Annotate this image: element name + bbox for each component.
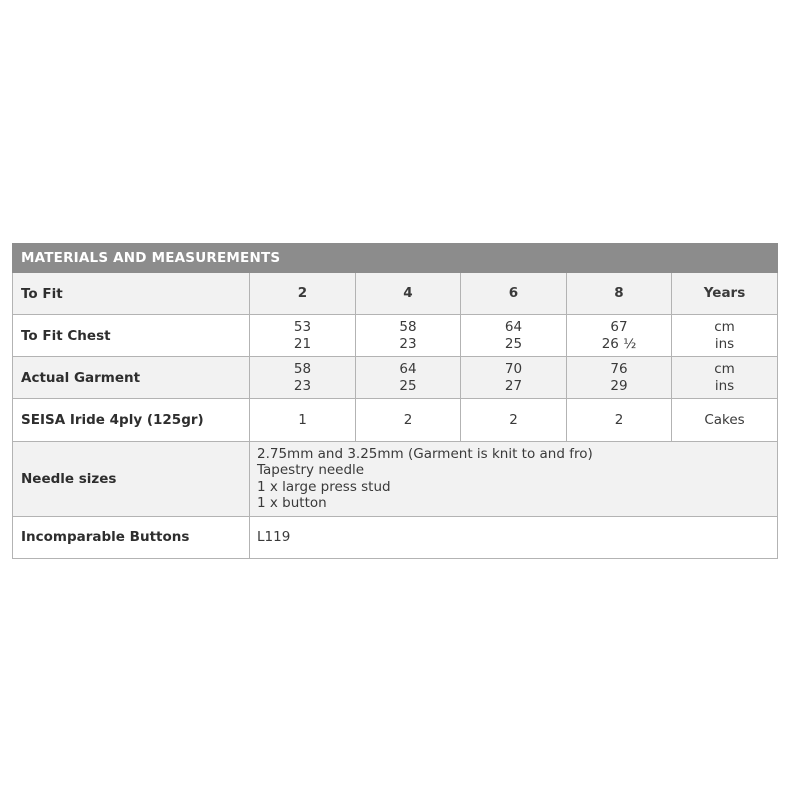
value-cell xyxy=(356,315,461,357)
value-cm: 58 xyxy=(293,360,312,377)
value-ins: 25 xyxy=(399,377,417,394)
needle-sizes-row xyxy=(13,441,778,516)
size-cell: 2 xyxy=(250,273,356,315)
value-cm: 70 xyxy=(504,360,523,377)
unit-ins: ins xyxy=(714,335,735,352)
unit-cell xyxy=(672,357,778,399)
buttons-row xyxy=(13,516,778,558)
row-label: To Fit Chest xyxy=(13,315,250,357)
quantity-cell: 2 xyxy=(461,399,567,441)
value-ins: 27 xyxy=(504,377,523,394)
unit-cm: cm xyxy=(714,318,735,335)
value-cm: 64 xyxy=(504,318,523,335)
to-fit-row xyxy=(13,273,778,315)
value-cm: 53 xyxy=(293,318,312,335)
value-cell xyxy=(567,315,672,357)
value-ins: 29 xyxy=(610,377,628,394)
value-ins: 21 xyxy=(293,335,312,352)
value-cell xyxy=(356,357,461,399)
unit-ins: ins xyxy=(714,377,735,394)
value-cell xyxy=(250,357,356,399)
quantity-cell: 2 xyxy=(567,399,672,441)
row-label: Incomparable Buttons xyxy=(13,516,250,558)
materials-table xyxy=(12,243,778,559)
value-cell xyxy=(461,315,567,357)
yarn-row xyxy=(13,399,778,441)
actual-garment-row xyxy=(13,357,778,399)
value-cell xyxy=(250,315,356,357)
unit-cm: cm xyxy=(714,360,735,377)
value-cm: 67 xyxy=(610,318,628,335)
quantity-cell: 2 xyxy=(356,399,461,441)
unit-cell: Years xyxy=(672,273,778,315)
value-cell xyxy=(567,357,672,399)
value-ins: 23 xyxy=(399,335,417,352)
buttons-value: L119 xyxy=(250,516,778,558)
needle-line: 1 x button xyxy=(257,495,327,512)
title-row xyxy=(13,244,778,273)
table-title: MATERIALS AND MEASUREMENTS xyxy=(13,244,778,273)
row-label: To Fit xyxy=(13,273,250,315)
needle-line: Tapestry needle xyxy=(257,462,365,479)
value-cm: 76 xyxy=(610,360,628,377)
to-fit-chest-row xyxy=(13,315,778,357)
row-label: Actual Garment xyxy=(13,357,250,399)
value-cm: 64 xyxy=(399,360,417,377)
size-cell: 4 xyxy=(356,273,461,315)
needle-line: 2.75mm and 3.25mm (Garment is knit to and fro) xyxy=(257,445,593,462)
needle-details xyxy=(250,441,778,516)
value-ins: 25 xyxy=(504,335,523,352)
value-cm: 58 xyxy=(399,318,417,335)
needle-line: 1 x large press stud xyxy=(257,478,391,495)
quantity-cell: 1 xyxy=(250,399,356,441)
value-ins: 26 ½ xyxy=(601,335,637,352)
value-ins: 23 xyxy=(293,377,312,394)
unit-cell xyxy=(672,315,778,357)
unit-cell: Cakes xyxy=(672,399,778,441)
value-cell xyxy=(461,357,567,399)
row-label: Needle sizes xyxy=(13,441,250,516)
size-cell: 6 xyxy=(461,273,567,315)
size-cell: 8 xyxy=(567,273,672,315)
row-label: SEISA Iride 4ply (125gr) xyxy=(13,399,250,441)
